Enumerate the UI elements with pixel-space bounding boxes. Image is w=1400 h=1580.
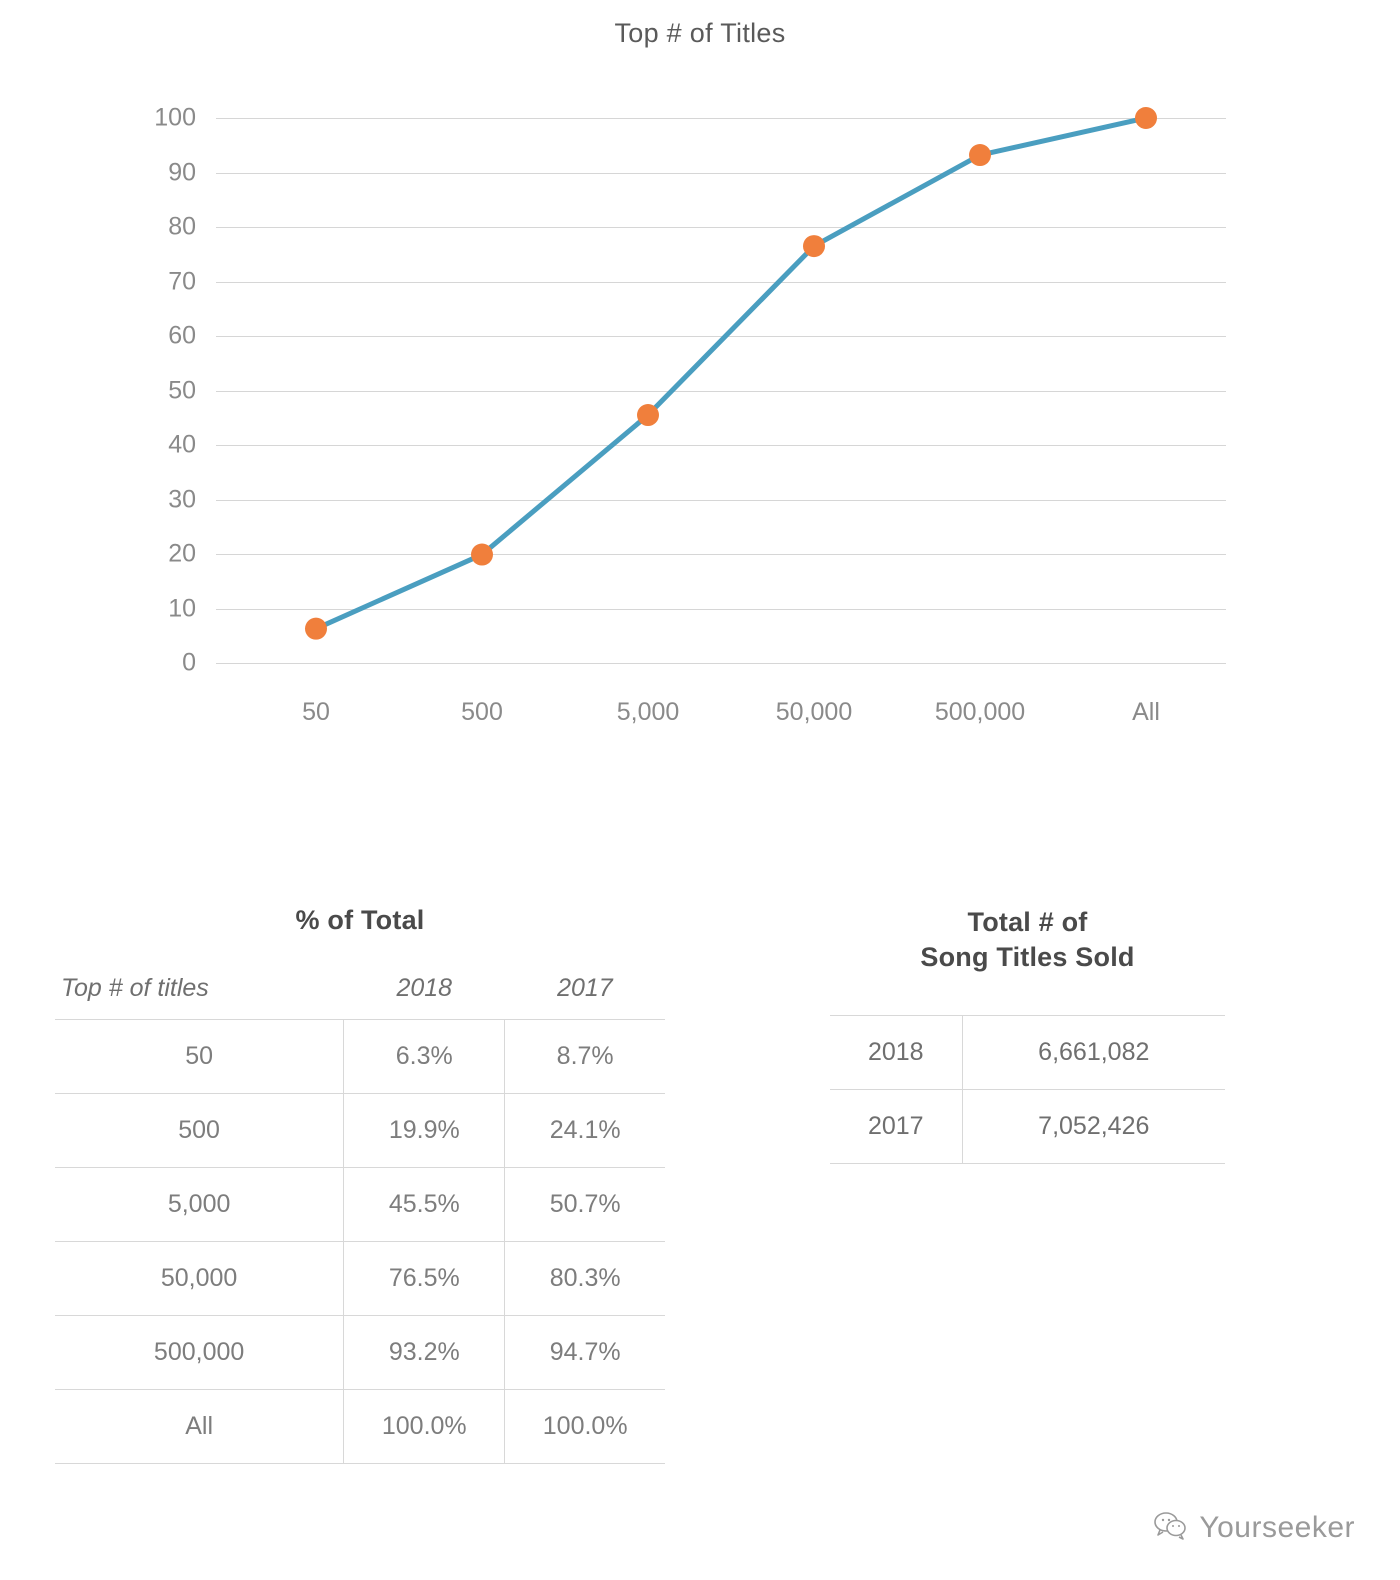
x-tick-label: 50,000 bbox=[775, 698, 853, 726]
y-tick-label: 100 bbox=[154, 103, 196, 132]
table-cell: 8.7% bbox=[505, 1020, 665, 1094]
table-cell: 2018 bbox=[830, 1016, 962, 1090]
table-cell: 6.3% bbox=[344, 1020, 505, 1094]
x-tick-label: All bbox=[1132, 698, 1160, 726]
right-table-title-line1: Total # of bbox=[967, 907, 1088, 937]
y-tick-label: 60 bbox=[168, 321, 196, 350]
data-point-marker bbox=[637, 404, 659, 426]
x-tick-label: 500 bbox=[461, 698, 503, 726]
right-table-title bbox=[830, 905, 1225, 975]
table-header-row bbox=[55, 970, 665, 1020]
left-table-title: % of Total bbox=[295, 905, 425, 935]
table-body bbox=[55, 1020, 665, 1464]
table-cell: 94.7% bbox=[505, 1316, 665, 1390]
watermark bbox=[1153, 1510, 1355, 1545]
table-cell: 100.0% bbox=[344, 1390, 505, 1464]
table-cell: All bbox=[55, 1390, 344, 1464]
line-series bbox=[216, 118, 1226, 663]
table-cell: 50,000 bbox=[55, 1242, 344, 1316]
y-tick-label: 30 bbox=[168, 485, 196, 513]
table-body bbox=[830, 1016, 1225, 1164]
table-cell: 24.1% bbox=[505, 1094, 665, 1168]
table-cell: 7,052,426 bbox=[962, 1090, 1225, 1164]
data-point-marker bbox=[471, 544, 493, 566]
table-row bbox=[830, 1090, 1225, 1164]
x-tick-label: 5,000 bbox=[616, 698, 680, 726]
table-cell: 6,661,082 bbox=[962, 1016, 1225, 1090]
series-line bbox=[316, 118, 1146, 629]
table-cell: 45.5% bbox=[344, 1168, 505, 1242]
data-point-marker bbox=[1135, 107, 1157, 129]
table-cell: 50.7% bbox=[505, 1168, 665, 1242]
table-row bbox=[55, 1168, 665, 1242]
watermark-label: Yourseeker bbox=[1199, 1510, 1355, 1544]
table-cell: 80.3% bbox=[505, 1242, 665, 1316]
table-row bbox=[55, 1094, 665, 1168]
table-cell: 100.0% bbox=[505, 1390, 665, 1464]
x-tick-label: 500,000 bbox=[934, 698, 1026, 726]
plot-area bbox=[154, 103, 1226, 726]
table-row bbox=[55, 1316, 665, 1390]
column-header-2017: 2017 bbox=[557, 974, 613, 1002]
y-tick-label: 90 bbox=[168, 158, 196, 186]
table-cell: 19.9% bbox=[344, 1094, 505, 1168]
table-row bbox=[55, 1242, 665, 1316]
x-tick-label: 50 bbox=[302, 698, 330, 726]
y-tick-label: 10 bbox=[168, 594, 196, 622]
right-table-title-line2: Song Titles Sold bbox=[920, 942, 1135, 973]
table-cell: 500 bbox=[55, 1094, 344, 1168]
y-tick-label: 70 bbox=[168, 267, 196, 295]
table-row bbox=[55, 1020, 665, 1094]
wechat-icon bbox=[1153, 1510, 1187, 1545]
table-cell: 500,000 bbox=[55, 1316, 344, 1390]
y-tick-label: 20 bbox=[168, 539, 196, 568]
data-point-marker bbox=[969, 144, 991, 166]
y-tick-label: 40 bbox=[168, 430, 196, 459]
column-header-titles: Top # of titles bbox=[61, 974, 209, 1002]
chart-title: Top # of Titles bbox=[614, 18, 786, 48]
column-header-2018: 2018 bbox=[396, 974, 453, 1002]
table-row bbox=[830, 1016, 1225, 1090]
data-point-marker bbox=[305, 618, 327, 640]
table-cell: 76.5% bbox=[344, 1242, 505, 1316]
total-titles-sold-table bbox=[830, 1015, 1225, 1164]
table-cell: 50 bbox=[55, 1020, 344, 1094]
percent-of-total-table bbox=[55, 970, 665, 1464]
chart-container bbox=[0, 0, 1400, 780]
table-cell: 2017 bbox=[830, 1090, 962, 1164]
gridline bbox=[216, 663, 1226, 664]
y-tick-label: 80 bbox=[168, 212, 196, 241]
total-titles-sold-block bbox=[830, 905, 1225, 1164]
table-row bbox=[55, 1390, 665, 1464]
y-tick-label: 0 bbox=[182, 648, 196, 677]
table-cell: 93.2% bbox=[344, 1316, 505, 1390]
table-cell: 5,000 bbox=[55, 1168, 344, 1242]
percent-of-total-table-block bbox=[55, 905, 665, 1464]
data-point-marker bbox=[803, 235, 825, 257]
y-tick-label: 50 bbox=[168, 376, 196, 404]
